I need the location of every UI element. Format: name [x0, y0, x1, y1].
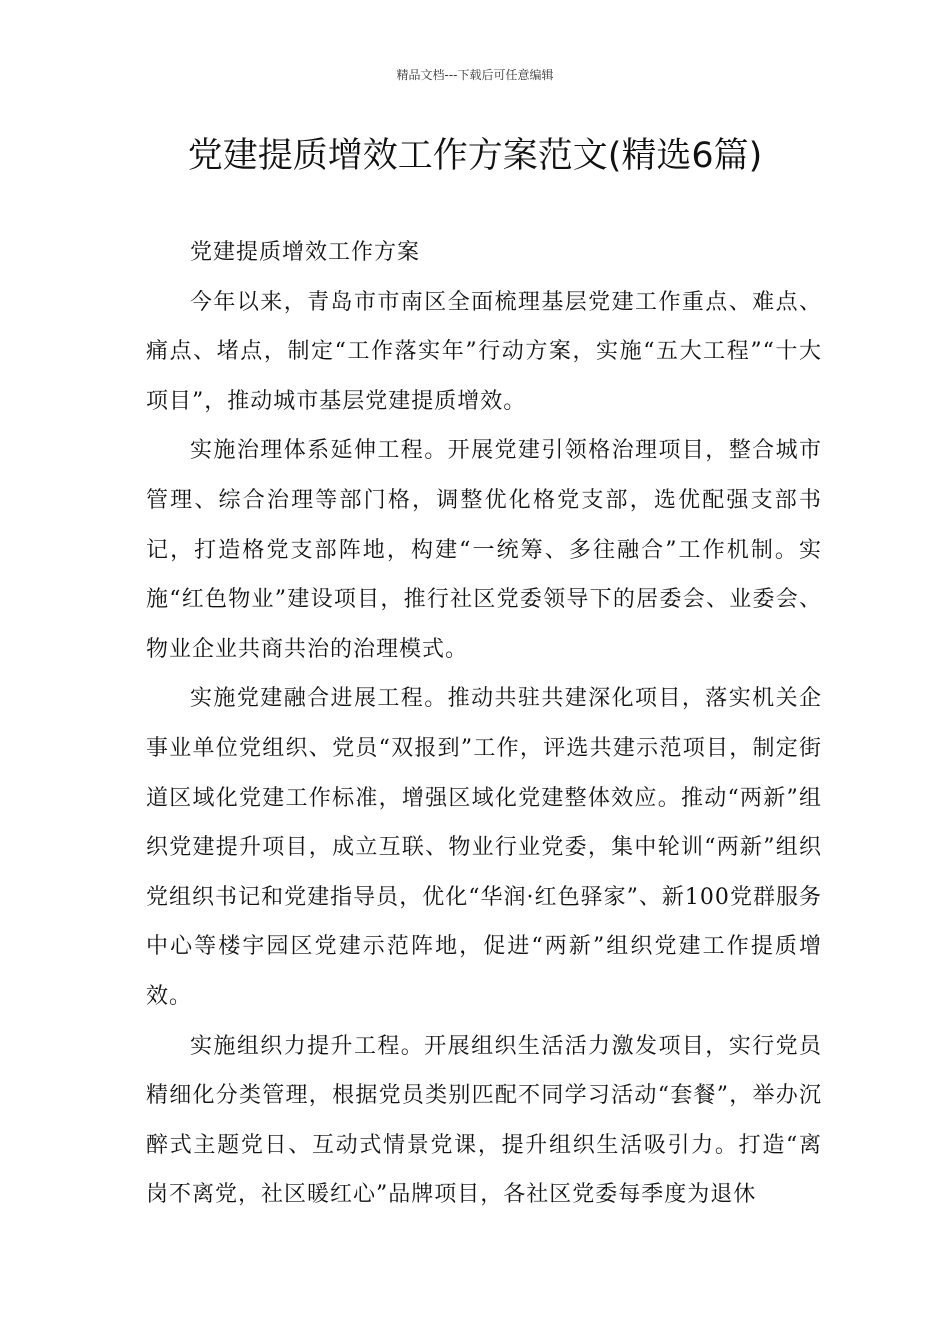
- header-note: 精品文档---下载后可任意编辑: [396, 68, 554, 82]
- document-title: 党建提质增效工作方案范文(精选6篇): [187, 136, 763, 176]
- paragraph: 实施治理体系延伸工程。开展党建引领格治理项目，整合城市管理、综合治理等部门格，调整优化格党支部，选优配强支部书记，打造格党支部阵地，构建“一统筹、多往融合”工作机制。实施“红色物业”建设项目，推行社区党委领导下的居委会、业委会、物业企业共商共治的治理模式。: [146, 438, 822, 662]
- paragraph: 今年以来，青岛市市南区全面梳理基层党建工作重点、难点、痛点、堵点，制定“工作落实年”行动方案，实施“五大工程”“十大项目”，推动城市基层党建提质增效。: [146, 289, 822, 414]
- section-heading: 党建提质增效工作方案: [190, 240, 421, 265]
- paragraph: 实施组织力提升工程。开展组织生活活力激发项目，实行党员精细化分类管理，根据党员类别匹配不同学习活动“套餐”，举办沉醉式主题党日、互动式情景党课，提升组织生活吸引力。打造“离岗不离党，社区暖红心”品牌项目，各社区党委每季度为退休: [146, 1033, 822, 1208]
- paragraph: 实施党建融合进展工程。推动共驻共建深化项目，落实机关企事业单位党组织、党员“双报到”工作，评选共建示范项目，制定街道区域化党建工作标准，增强区域化党建整体效应。推动“两新”组织党建提升项目，成立互联、物业行业党委，集中轮训“两新”组织党组织书记和党建指导员，优化“华润·红色驿家”、新100党群服务中心等楼宇园区党建示范阵地，促进“两新”组织党建工作提质增效。: [146, 686, 822, 1009]
- document-body: [146, 228, 822, 1220]
